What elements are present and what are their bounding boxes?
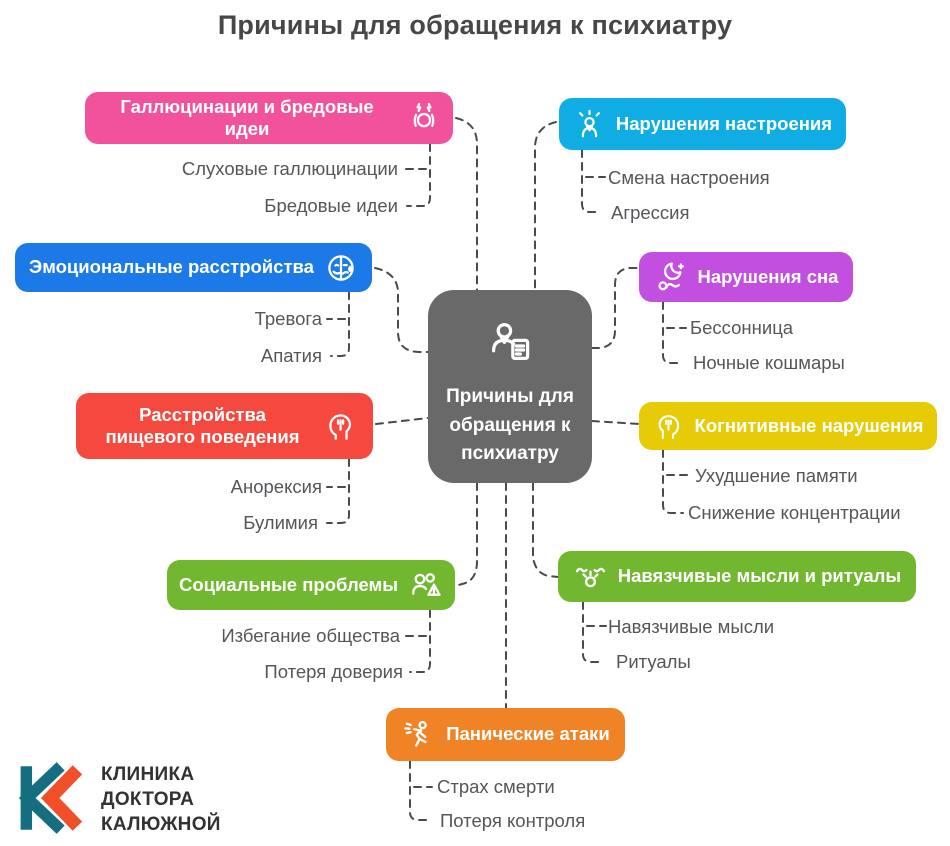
branch-emotional — [15, 243, 372, 292]
branch-mood — [559, 98, 846, 150]
people-warning-icon — [408, 568, 443, 603]
mood-person-icon — [573, 108, 606, 141]
clinic-logo-text — [101, 763, 221, 837]
sub-item: Снижение концентрации — [688, 502, 901, 523]
head-fork-icon — [653, 410, 685, 442]
hallucination-head-icon — [407, 101, 441, 135]
panic-run-icon — [401, 717, 436, 752]
sub-item: Ритуалы — [616, 651, 691, 672]
branch-panic — [386, 708, 625, 761]
head-fork-icon — [323, 409, 357, 443]
branch-label: Расстройства пищевого поведения — [105, 403, 300, 447]
sub-item: Ухудшение памяти — [695, 465, 858, 486]
branch-label: Эмоциональные расстройства — [29, 256, 314, 278]
split-face-icon — [324, 251, 358, 285]
logo-line: ДОКТОРА — [101, 789, 195, 811]
sub-item: Потеря контроля — [440, 810, 586, 831]
branch-label: Навязчивые мысли и ритуалы — [617, 565, 902, 587]
logo-line: КЛИНИКА — [101, 764, 195, 786]
sub-item: Навязчивые мысли — [608, 616, 775, 637]
sub-item: Бессонница — [690, 317, 794, 338]
sub-item: Булимия — [243, 512, 318, 533]
kk-logo-icon — [14, 760, 88, 841]
central-node — [428, 290, 592, 483]
sub-item: Апатия — [260, 345, 322, 366]
sub-item: Агрессия — [611, 202, 690, 223]
branch-obsessive — [558, 551, 916, 602]
sub-item: Смена настроения — [608, 167, 770, 188]
branch-eating — [76, 393, 373, 459]
branch-hallucinations — [85, 92, 453, 144]
branch-label: Галлюцинации и бредовые идеи — [120, 95, 374, 139]
sub-item: Анорексия — [230, 476, 322, 497]
moon-sleep-icon — [654, 260, 688, 294]
branch-cognitive — [639, 402, 937, 450]
sub-item: Слуховые галлюцинации — [181, 158, 398, 179]
branch-label: Панические атаки — [446, 723, 610, 745]
branch-sleep — [639, 252, 853, 302]
branch-label: Социальные проблемы — [179, 573, 399, 595]
central-node-label: Причины для обращения к психиатру — [446, 386, 574, 464]
person-report-icon — [484, 320, 536, 369]
sub-item: Тревога — [254, 308, 322, 329]
branch-label: Нарушения сна — [697, 265, 839, 287]
branch-social — [167, 560, 455, 610]
branch-label: Нарушения настроения — [615, 112, 833, 134]
sub-item: Страх смерти — [437, 776, 555, 797]
sub-item: Потеря доверия — [264, 661, 403, 682]
clinic-logo — [14, 760, 221, 841]
sub-item: Ночные кошмары — [693, 352, 845, 373]
logo-line: КАЛЮЖНОЙ — [101, 813, 221, 835]
anxious-person-icon — [573, 559, 608, 594]
page-title: Причины для обращения к психиатру — [217, 10, 733, 40]
sub-item: Бредовые идеи — [264, 195, 398, 216]
branch-label: Когнитивные нарушения — [694, 414, 924, 436]
sub-item: Избегание общества — [221, 625, 400, 646]
